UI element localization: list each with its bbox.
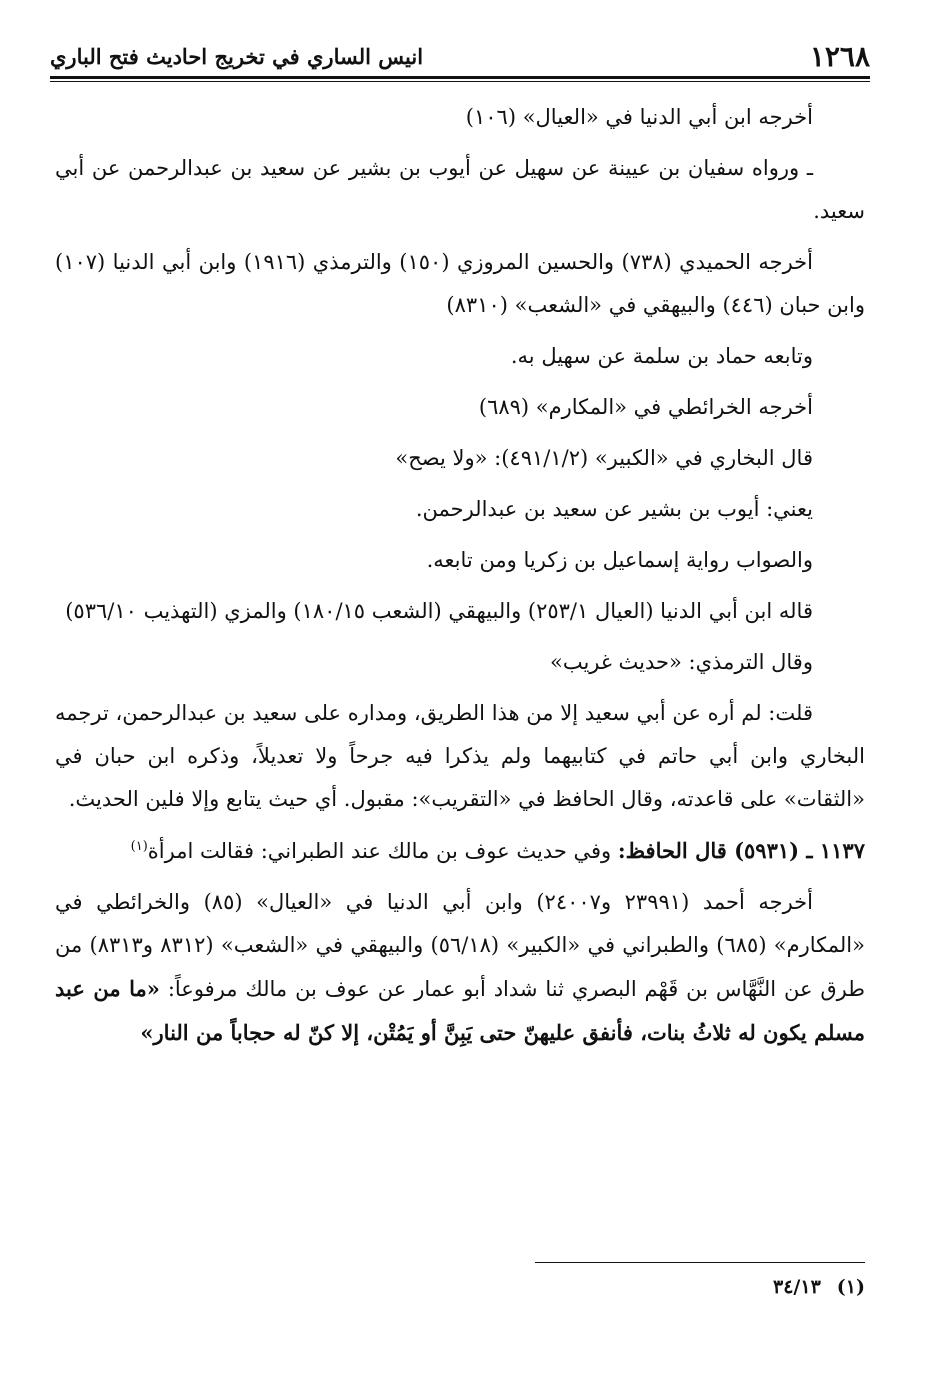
main-text bbox=[55, 96, 865, 1063]
paragraph: أخرجه الخرائطي في «المكارم» (٦٨٩) bbox=[478, 395, 813, 419]
paragraph: وقال الترمذي: «حديث غريب» bbox=[549, 650, 813, 674]
header-rule-thin bbox=[50, 81, 870, 82]
paragraph: أخرجه الحميدي (٧٣٨) والحسين المروزي (١٥٠) والترمذي (١٩١٦) وابن أبي الدنيا (١٠٧) وابن حبان (٤٤٦) والبيهقي في «الشعب» (٨٣١٠) bbox=[55, 250, 865, 317]
footnote-rule bbox=[535, 1262, 865, 1263]
running-header bbox=[50, 38, 870, 74]
paragraph: والصواب رواية إسماعيل بن زكريا ومن تابعه. bbox=[426, 548, 813, 572]
hadith-entry bbox=[55, 829, 865, 873]
book-title: انيس الساري في تخريج احاديث فتح الباري bbox=[50, 43, 424, 69]
paragraph: قال البخاري في «الكبير» (٤٩١/١/٢): «ولا يصح» bbox=[395, 446, 813, 470]
footnote-number: (١) bbox=[836, 1276, 865, 1298]
footnote-marker: (١) bbox=[130, 839, 148, 854]
entry-heading: ١١٣٧ ـ (٥٩٣١) قال الحافظ: bbox=[617, 838, 865, 863]
footnote-text: ٣٤/١٣ bbox=[773, 1276, 821, 1298]
hadith-text: «ما من عبد مسلم يكون له ثلاثُ بنات، فأنفق عليهنّ حتى يَبِنَّ أو يَمُتْن، إلا كنّ له حجاباً من النار» bbox=[55, 976, 865, 1045]
takhrij-text: أخرجه أحمد (٢٣٩٩١ و٢٤٠٠٧) وابن أبي الدنيا في «العيال» (٨٥) والخرائطي في «المكارم» (٦٨٥) والطبراني في «الكبير» (٥٦/١٨) والبيهقي في «الشعب» (٨٣١٢ و٨٣١٣) من طرق عن النَّهَّاس بن قَهْم البصري ثنا شداد أبو عمار عن عوف بن مالك مرفوعاً: bbox=[55, 890, 865, 1001]
header-rule bbox=[50, 76, 870, 79]
entry-text: وفي حديث عوف بن مالك عند الطبراني: فقالت امرأة bbox=[147, 839, 612, 863]
paragraph: قاله ابن أبي الدنيا (العيال ٢٥٣/١) والبيهقي (الشعب ١٨٠/١٥) والمزي (التهذيب ٥٣٦/١٠) bbox=[65, 599, 813, 623]
page-number: ١٢٦٨ bbox=[809, 39, 870, 73]
paragraph: يعني: أيوب بن بشير عن سعيد بن عبدالرحمن. bbox=[415, 497, 813, 521]
footnote bbox=[560, 1276, 865, 1298]
paragraph bbox=[55, 881, 865, 1055]
paragraph: أخرجه ابن أبي الدنيا في «العيال» (١٠٦) bbox=[465, 105, 813, 129]
paragraph: وتابعه حماد بن سلمة عن سهيل به. bbox=[510, 344, 813, 368]
paragraph: قلت: لم أره عن أبي سعيد إلا من هذا الطريق، ومداره على سعيد بن عبدالرحمن، ترجمه البخاري وابن أبي حاتم في كتابيهما ولم يذكرا فيه جرحاً ولا تعديلاً، وذكره ابن حبان في «الثقات» على قاعدته، وقال الحافظ في «التقريب»: مقبول. أي حيث يتابع وإلا فلين الحديث. bbox=[55, 701, 865, 811]
paragraph: ـ ورواه سفيان بن عيينة عن سهيل عن أيوب بن بشير عن سعيد بن عبدالرحمن عن أبي سعيد. bbox=[55, 156, 865, 223]
